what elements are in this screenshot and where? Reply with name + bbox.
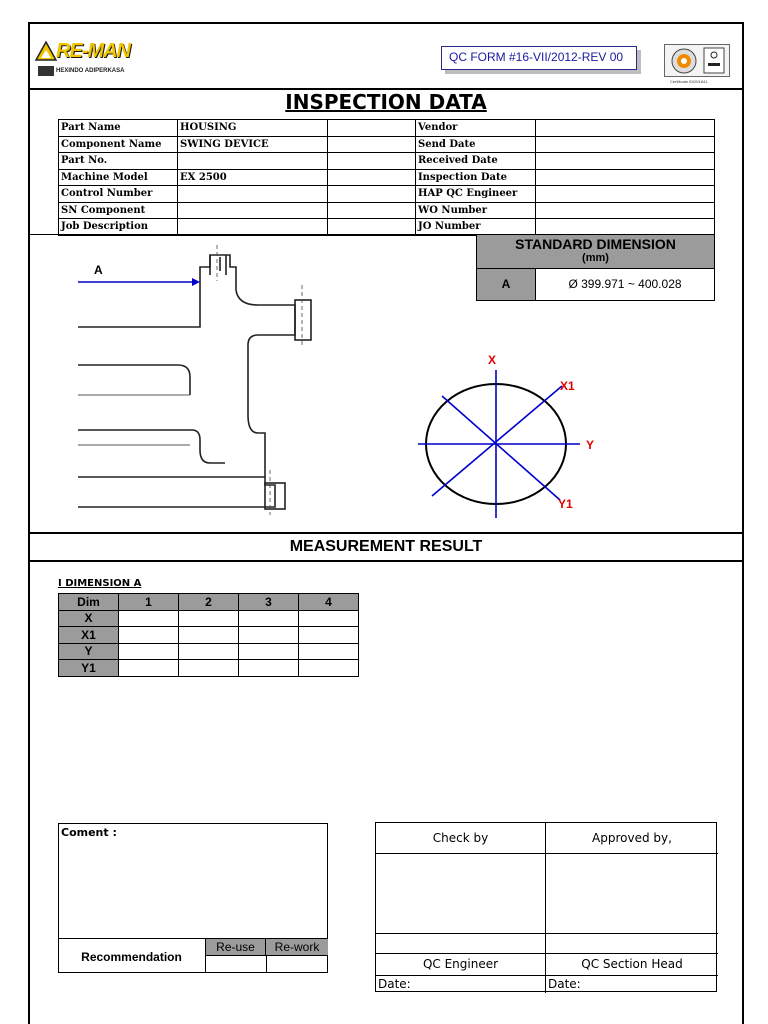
reuse-label: Re-use xyxy=(206,939,266,956)
comment-label: Coment : xyxy=(61,826,117,839)
signature-hline-2 xyxy=(376,933,718,934)
standard-dimension-value: Ø 399.971 ~ 400.028 xyxy=(568,277,682,291)
dimension-row xyxy=(59,643,359,660)
info-label: JO Number xyxy=(416,219,536,236)
info-value: HOUSING xyxy=(178,120,328,137)
info-value xyxy=(536,120,715,137)
dimension-header-cell: 4 xyxy=(299,594,359,611)
recommendation-label: Recommendation xyxy=(58,939,206,973)
info-label: WO Number xyxy=(416,202,536,219)
info-value xyxy=(536,219,715,236)
info-row xyxy=(416,153,715,170)
recommendation-cell-divider xyxy=(266,956,267,973)
info-label: Part Name xyxy=(59,120,178,137)
info-label: Part No. xyxy=(59,153,178,170)
info-row xyxy=(416,169,715,186)
info-blank-cell xyxy=(328,120,416,137)
dimension-header-cell: 3 xyxy=(239,594,299,611)
qc-section-head-label: QC Section Head xyxy=(581,957,683,971)
info-label: Machine Model xyxy=(59,169,178,186)
info-row xyxy=(416,136,715,153)
info-row xyxy=(59,136,416,153)
info-value xyxy=(178,186,328,203)
dimension-table xyxy=(58,593,359,677)
info-row xyxy=(59,153,416,170)
dimension-value-cell[interactable] xyxy=(299,643,359,660)
measurement-axes-diagram xyxy=(418,350,608,520)
sgs-certificate-icon xyxy=(664,44,730,78)
certificate-caption: Certificate ID09/1841 xyxy=(670,79,708,84)
dimension-value-cell[interactable] xyxy=(119,643,179,660)
dimension-header-cell: Dim xyxy=(59,594,119,611)
recycle-icon xyxy=(34,40,58,80)
info-blank-cell xyxy=(328,202,416,219)
info-label: Received Date xyxy=(416,153,536,170)
company-logo xyxy=(34,38,144,82)
dimension-value-cell[interactable] xyxy=(239,627,299,644)
dimension-row xyxy=(59,627,359,644)
part-info-table xyxy=(58,119,416,236)
measurement-top-divider xyxy=(28,532,744,534)
dimension-row xyxy=(59,610,359,627)
standard-dimension-row xyxy=(476,269,715,301)
signature-hline-3 xyxy=(376,953,718,954)
info-row xyxy=(416,186,715,203)
dimension-a-label: A xyxy=(94,263,103,277)
dimension-value-cell[interactable] xyxy=(119,610,179,627)
dimension-row-label: X xyxy=(59,610,119,627)
qc-form-number: QC FORM #16-VII/2012-REV 00 xyxy=(441,46,637,70)
dimension-row-label: Y1 xyxy=(59,660,119,677)
info-blank-cell xyxy=(328,169,416,186)
check-by-label: Check by xyxy=(432,831,489,845)
info-value xyxy=(536,202,715,219)
dimension-value-cell[interactable] xyxy=(179,660,239,677)
dimension-header-row xyxy=(59,594,359,611)
axis-y1-label: Y1 xyxy=(558,497,573,511)
info-value xyxy=(536,136,715,153)
info-blank-cell xyxy=(328,219,416,236)
info-value xyxy=(178,202,328,219)
dimension-value-cell[interactable] xyxy=(239,660,299,677)
info-row xyxy=(416,202,715,219)
logo-subtitle: HEXINDO ADIPERKASA xyxy=(56,68,125,74)
dimension-value-cell[interactable] xyxy=(119,627,179,644)
dimension-value-cell[interactable] xyxy=(179,610,239,627)
approved-by-label: Approved by, xyxy=(592,831,672,845)
housing-section-drawing xyxy=(60,245,360,535)
dimension-row-label: Y xyxy=(59,643,119,660)
info-label: Job Description xyxy=(59,219,178,236)
info-value xyxy=(536,186,715,203)
info-label: Component Name xyxy=(59,136,178,153)
info-row xyxy=(59,219,416,236)
info-blank-cell xyxy=(328,186,416,203)
dimension-value-cell[interactable] xyxy=(179,643,239,660)
process-info-table xyxy=(415,119,715,236)
page-title: INSPECTION DATA xyxy=(285,90,487,114)
measurement-result-title: MEASUREMENT RESULT xyxy=(289,538,483,555)
standard-dimension-box xyxy=(476,234,715,301)
recommendation-row xyxy=(58,938,328,973)
dimension-section-label: I DIMENSION A xyxy=(58,578,142,589)
info-row xyxy=(59,186,416,203)
certification-logos xyxy=(664,44,730,84)
dimension-value-cell[interactable] xyxy=(299,610,359,627)
info-row xyxy=(59,120,416,137)
info-value: EX 2500 xyxy=(178,169,328,186)
standard-dimension-header xyxy=(476,234,715,269)
info-label: Vendor xyxy=(416,120,536,137)
info-value: SWING DEVICE xyxy=(178,136,328,153)
info-label: HAP QC Engineer xyxy=(416,186,536,203)
info-label: Inspection Date xyxy=(416,169,536,186)
dimension-row-label: X1 xyxy=(59,627,119,644)
axis-y-label: Y xyxy=(586,438,595,452)
info-value xyxy=(536,169,715,186)
dimension-value-cell[interactable] xyxy=(179,627,239,644)
info-divider xyxy=(28,234,476,235)
dimension-value-cell[interactable] xyxy=(299,660,359,677)
rework-label: Re-work xyxy=(266,939,328,956)
info-value xyxy=(178,153,328,170)
info-row xyxy=(416,120,715,137)
info-row xyxy=(59,169,416,186)
date-left-label: Date: xyxy=(378,977,411,991)
info-label: Send Date xyxy=(416,136,536,153)
qc-engineer-label: QC Engineer xyxy=(422,957,499,971)
measurement-bottom-divider xyxy=(28,560,744,562)
standard-dimension-label: A xyxy=(477,269,536,300)
axis-x1-label: X1 xyxy=(560,379,575,393)
info-value xyxy=(178,219,328,236)
signature-hline-1 xyxy=(376,853,718,854)
info-blank-cell xyxy=(328,153,416,170)
axis-x-label: X xyxy=(488,353,497,367)
logo-name: RE-MAN xyxy=(56,40,130,62)
dimension-header-cell: 2 xyxy=(179,594,239,611)
dimension-header-cell: 1 xyxy=(119,594,179,611)
info-label: SN Component xyxy=(59,202,178,219)
info-label: Control Number xyxy=(59,186,178,203)
dimension-value-cell[interactable] xyxy=(239,643,299,660)
info-blank-cell xyxy=(328,136,416,153)
standard-dimension-unit: (mm) xyxy=(582,252,609,264)
signature-box xyxy=(375,822,717,992)
info-row xyxy=(59,202,416,219)
info-row xyxy=(416,219,715,236)
dimension-value-cell[interactable] xyxy=(299,627,359,644)
date-right-label: Date: xyxy=(548,977,581,991)
dimension-row xyxy=(59,660,359,677)
signature-hline-4 xyxy=(376,975,718,976)
info-value xyxy=(536,153,715,170)
dimension-value-cell[interactable] xyxy=(239,610,299,627)
dimension-value-cell[interactable] xyxy=(119,660,179,677)
standard-dimension-title: STANDARD DIMENSION xyxy=(515,236,676,252)
